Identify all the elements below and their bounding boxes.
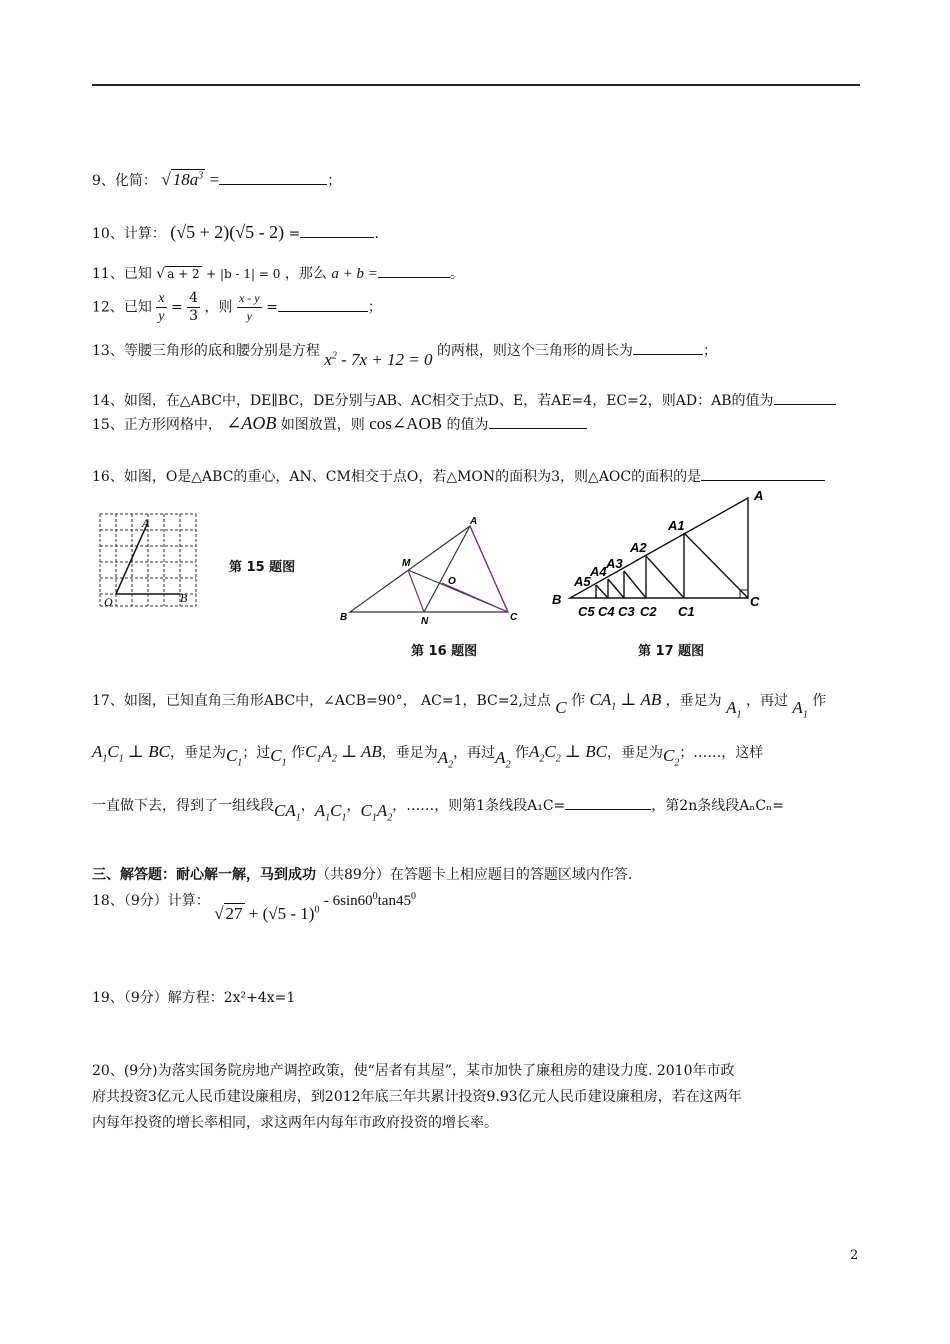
- label-A: A: [142, 516, 150, 530]
- q17-seg-a1c1: $A_1C_1$: [314, 801, 347, 824]
- q11-tail: 。: [449, 266, 464, 282]
- q17-a1c1: $A_1C_1$ ⊥ BC: [92, 742, 170, 765]
- figure-16-triangle: [332, 514, 530, 624]
- label-C3: C3: [618, 604, 635, 619]
- q10-label: 10、计算：: [92, 226, 166, 242]
- section-3-heading: [92, 864, 632, 884]
- q12-fraction-43: $\frac{4}{3}$: [189, 290, 199, 324]
- q17-guo: ；过: [242, 745, 271, 761]
- question-17-line-1: [92, 690, 827, 721]
- q15-cos: cos∠AOB: [369, 414, 443, 433]
- q20-text-2: 府共投资3亿元人民币建设廉租房，到2012年底三年共累计投资9.93亿元人民币建设廉租房，若在这两年: [92, 1089, 742, 1105]
- question-16: [92, 466, 825, 486]
- question-12: [92, 290, 382, 325]
- q17-foot-2: ，垂足为: [169, 745, 226, 761]
- q9-tail: ；: [327, 173, 342, 189]
- q17-ca1: $CA_1$ ⊥ AB: [589, 690, 662, 713]
- q17-foot-3: ，垂足为: [381, 745, 438, 761]
- question-19: [92, 987, 295, 1007]
- q17-zuo-2: 作: [812, 693, 827, 709]
- q11-radical: √ a + 2: [156, 266, 200, 282]
- q17-first-segment: ，……，则第1条线段A₁C=: [392, 798, 566, 814]
- figure-16-caption: 第 16 题图: [411, 644, 478, 659]
- q17-c1: $C_1$: [225, 746, 243, 769]
- question-14: [92, 390, 836, 410]
- q11-sum: a + b =: [331, 266, 378, 282]
- label-M: M: [402, 558, 411, 569]
- question-17-line-3: [92, 795, 784, 824]
- label-O: O: [448, 576, 456, 587]
- q20-text-3: 内每年投资的增长率相同，求这两年内每年市政府投资的增长率。: [92, 1115, 498, 1131]
- q9-label: 9、化简：: [92, 173, 157, 189]
- question-10: [92, 222, 379, 243]
- q17-2n-segment: ，第2n条线段AₙCₙ=: [651, 798, 784, 814]
- q17-intro: 17、如图，已知直角三角形ABC中，∠ACB=90°， AC=1，BC=2,过点: [92, 693, 551, 709]
- label-C: C: [510, 612, 518, 623]
- label-A: A: [470, 516, 478, 527]
- q17-comma-2: ，: [346, 798, 361, 814]
- q17-a2c2: $A_2C_2$ ⊥ BC: [529, 742, 607, 765]
- q13-label: 13、等腰三角形的底和腰分别是方程: [92, 343, 320, 359]
- q17-comma-1: ，: [300, 798, 315, 814]
- q9-answer-blank[interactable]: [219, 170, 327, 185]
- q17-c1-b: $C_1$: [270, 746, 287, 769]
- q12-equals-1: =: [170, 299, 183, 316]
- section-3-instructions: （共89分）在答题卡上相应题目的答题区域内作答.: [316, 867, 633, 883]
- label-A1: A1: [668, 518, 685, 533]
- q17-seg-ca1: $CA_1$: [274, 801, 301, 824]
- question-13: [92, 340, 717, 369]
- q11-label: 11、已知: [92, 266, 152, 282]
- question-9: [92, 170, 341, 190]
- q17-a1-b: $A_1$: [792, 698, 808, 721]
- q17-continue: ；……，这样: [679, 745, 764, 761]
- q12-fraction-xy: $\frac{x}{y}$: [158, 291, 165, 324]
- q19-text: 19、（9分）解方程：2x²+4x=1: [92, 990, 296, 1006]
- q18-trig: - $6\sin 60^0\tan 45^0$: [323, 891, 416, 909]
- q17-segments-intro: 一直做下去，得到了一组线段: [92, 798, 274, 814]
- q14-text: 14、如图，在△ABC中，DE∥BC，DE分别与AB、AC相交于点D、E，若AE=4，EC=2，则AD：AB的值为: [92, 393, 774, 409]
- header-rule: [92, 84, 860, 86]
- q18-label: 18、（9分）计算：: [92, 893, 210, 909]
- q12-equals-2: =: [266, 299, 278, 316]
- question-20-line-3: [92, 1112, 498, 1132]
- q12-fraction-target: $\frac{x - y}{y}$: [238, 291, 260, 323]
- q17-a1: $A_1$: [726, 698, 742, 721]
- q15-answer-blank[interactable]: [489, 414, 587, 429]
- q15-angle: ∠AOB: [226, 413, 277, 433]
- question-20-line-1: [92, 1060, 735, 1080]
- figure-15-caption: 第 15 题图: [229, 560, 296, 575]
- q11-abs: + |b - 1| = 0: [206, 267, 281, 281]
- q20-text-1: 20、(9分)为落实国务院房地产调控政策，使“居者有其屋”，某市加快了廉租房的建设力度. 2010年市政: [92, 1063, 735, 1079]
- figure-17-caption: 第 17 题图: [638, 644, 705, 659]
- q16-answer-blank[interactable]: [701, 466, 825, 481]
- q17-again-2: ，再过: [453, 745, 496, 761]
- question-20-line-2: [92, 1086, 742, 1106]
- q17-again: ，再过: [745, 693, 788, 709]
- figure-15-grid: [96, 510, 200, 612]
- q15-text: 如图放置，则: [280, 417, 365, 433]
- q15-text-2: 的值为: [446, 417, 489, 433]
- q17-c1a2: $C_1A_2$ ⊥ AB: [305, 742, 382, 765]
- q12-label: 12、已知: [92, 299, 152, 316]
- question-11: [92, 263, 464, 283]
- label-A3: A3: [606, 556, 623, 571]
- q13-tail: ；: [702, 343, 717, 359]
- label-C2: C2: [640, 604, 657, 619]
- q12-answer-blank[interactable]: [278, 297, 368, 312]
- q13-equation: $x^2 - 7x + 12 = 0$: [324, 350, 433, 369]
- label-C5: C5: [578, 604, 595, 619]
- q14-answer-blank[interactable]: [774, 390, 836, 405]
- q10-expression: (√5 + 2)(√5 - 2): [170, 222, 285, 242]
- q12-text: ，则: [204, 299, 233, 316]
- q9-equals: =: [209, 170, 220, 189]
- label-B: B: [180, 591, 188, 605]
- q13-text: 的两根，则这个三角形的周长为: [436, 343, 633, 359]
- label-N: N: [421, 616, 429, 624]
- segment-oa: [116, 522, 148, 594]
- q15-label: 15、正方形网格中，: [92, 417, 222, 433]
- label-C1: C1: [678, 604, 695, 619]
- q17-c2: $C_2$: [662, 746, 680, 769]
- label-C4: C4: [598, 604, 615, 619]
- q17-zuo-4: 作: [515, 745, 530, 761]
- q17-zuo-3: 作: [291, 745, 306, 761]
- label-A: A: [754, 488, 764, 503]
- label-B: B: [340, 612, 348, 623]
- label-A4: A4: [590, 564, 607, 579]
- question-17-line-2: [92, 742, 764, 771]
- q9-radical: √ $18a^3$: [161, 170, 204, 189]
- q16-text: 16、如图，O是△ABC的重心，AN、CM相交于点O，若△MON的面积为3，则△AOC的面积的是: [92, 469, 702, 485]
- q17-seg-c1a2: $C_1A_2$: [360, 801, 393, 824]
- label-O: O: [104, 595, 113, 609]
- q10-answer-blank[interactable]: [300, 223, 374, 238]
- question-18: [92, 890, 416, 923]
- q17-answer-blank-1[interactable]: [565, 795, 651, 810]
- page-number: 2: [850, 1248, 859, 1263]
- q10-tail: .: [374, 226, 379, 242]
- label-A2: A2: [630, 540, 647, 555]
- q10-equals: =: [288, 226, 301, 242]
- q17-zuo-1: 作: [571, 693, 586, 709]
- q13-answer-blank[interactable]: [633, 340, 703, 355]
- q17-a2: $A_2$: [437, 748, 454, 771]
- q17-a2-b: $A_2$: [495, 748, 511, 771]
- label-C: C: [750, 594, 760, 609]
- q17-foot-1: ，垂足为: [665, 693, 722, 709]
- q11-text: ，那么: [284, 266, 327, 282]
- label-B: B: [552, 592, 562, 607]
- q17-foot-4: ，垂足为: [606, 745, 663, 761]
- q18-expression: √ 27 + (√5 - 1)$^0$: [214, 904, 320, 923]
- label-A5: A5: [574, 574, 591, 589]
- question-15: [92, 413, 587, 434]
- q11-answer-blank[interactable]: [378, 263, 450, 278]
- q17-point-c: C: [555, 698, 567, 717]
- section-3-title: 三、解答题：耐心解一解，马到成功: [92, 867, 316, 883]
- q12-tail: ；: [367, 299, 382, 316]
- figure-17-triangles: [548, 484, 776, 624]
